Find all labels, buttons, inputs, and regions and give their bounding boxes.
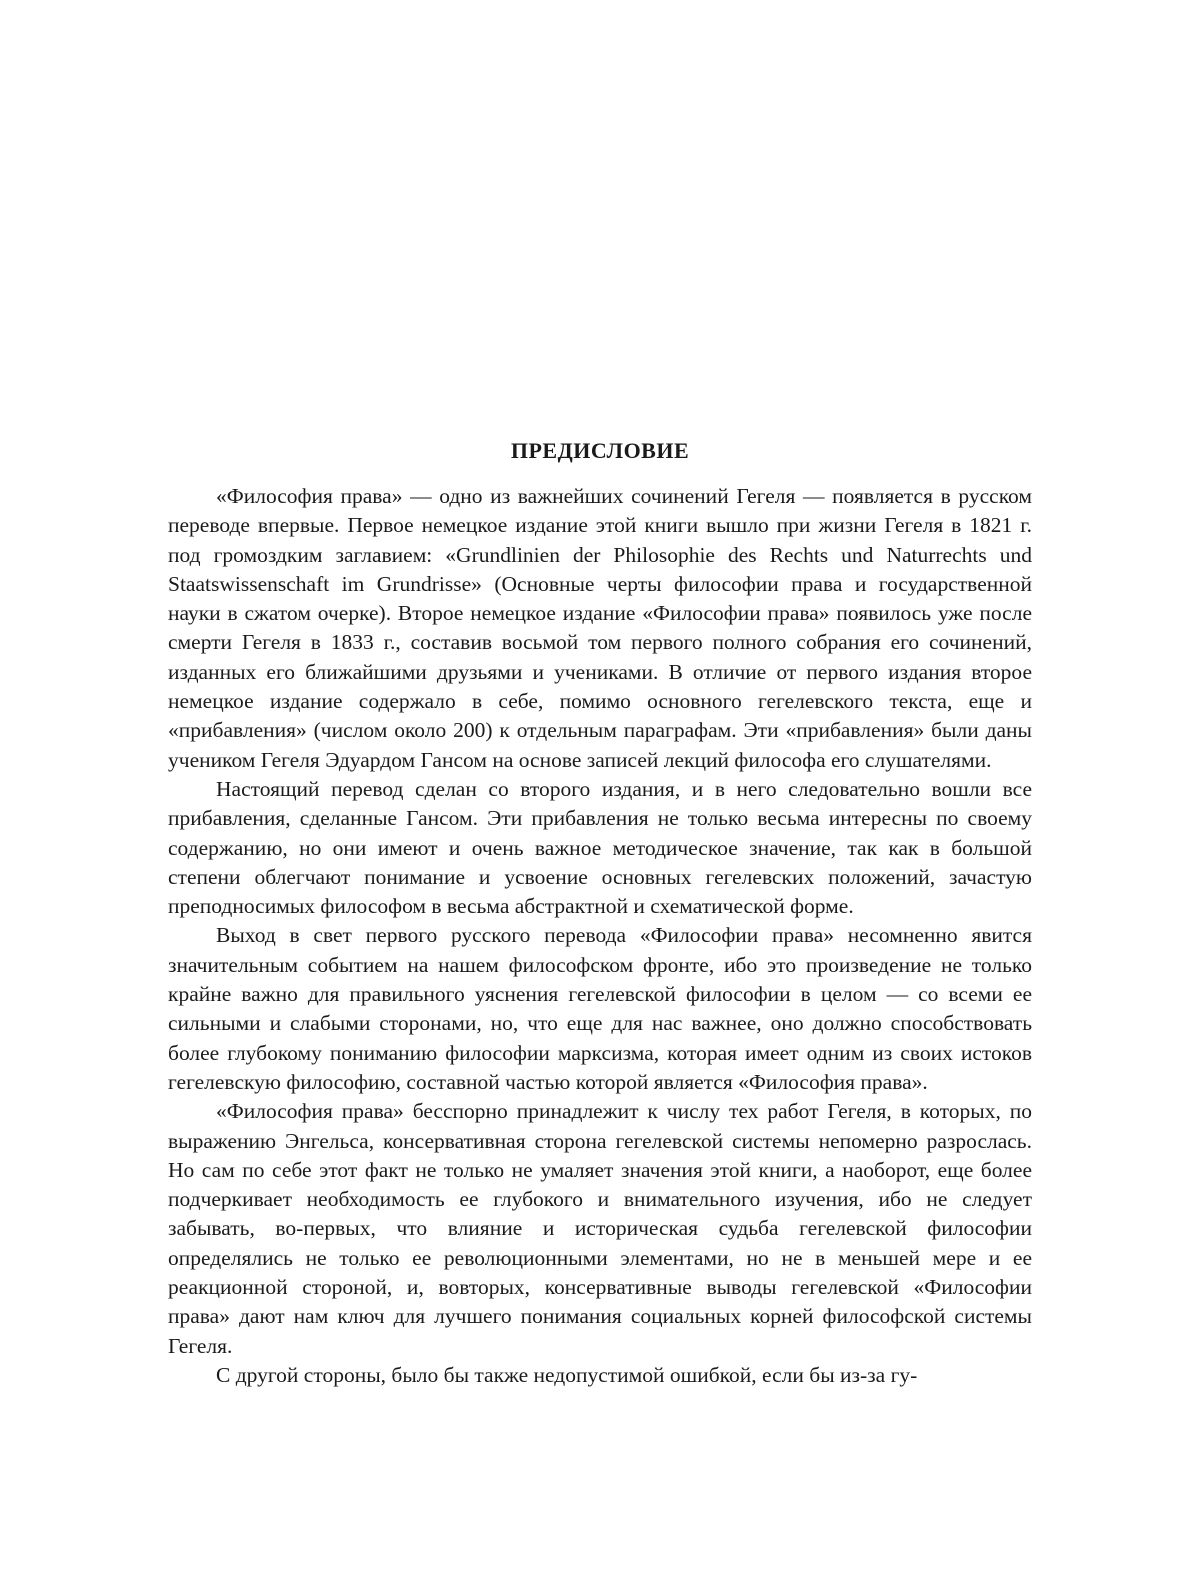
document-page: [168, 436, 1032, 1390]
paragraph-3: Выход в свет первого русского перевода «Философии права» несомненно явится значительным событием на нашем философском фронте, ибо это произведение не только крайне важно для правильного уяснения гегелевской философии в целом — со всеми ее сильными и слабыми сторонами, но, что еще для нас важнее, оно должно способствовать более глубокому пониманию философии марксизма, которая имеет одним из своих истоков гегелевскую философию, составной частью которой является «Философия права».: [168, 923, 1032, 1094]
paragraph-2: Настоящий перевод сделан со второго издания, и в него следовательно вошли все прибавления, сделанные Гансом. Эти прибавления не только весьма интересны по своему содержанию, но они имеют и очень важное методическое значение, так как в большой степени облегчают понимание и усвоение основных гегелевских положений, зачастую преподносимых философом в весьма абстрактной и схематической форме.: [168, 776, 1032, 919]
paragraph-5: С другой стороны, было бы также недопустимой ошибкой, если бы из-за гу-: [216, 1362, 918, 1387]
page-title: ПРЕДИСЛОВИЕ: [510, 438, 690, 463]
paragraph-1: «Философия права» — одно из важнейших сочинений Гегеля — появляется в русском переводе впервые. Первое немецкое издание этой книги вышло при жизни Гегеля в 1821 г. под громоздким заглавием: «Grundlinien der Philosophie des Rechts und Naturrechts und Staatswissenschaft im Grundrisse» (Основные черты философии права и государственной науки в сжатом очерке). Второе немецкое издание «Философии права» появилось уже после смерти Гегеля в 1833 г., составив восьмой том первого полного собрания его сочинений, изданных его ближайшими друзьями и учениками. В отличие от первого издания второе немецкое издание содержало в себе, помимо основного гегелевского текста, еще и «прибавления» (числом около 200) к отдельным параграфам. Эти «прибавления» были даны учеником Гегеля Эдуардом Гансом на основе записей лекций философа его слушателями.: [168, 484, 1032, 772]
paragraph-4: «Философия права» бесспорно принадлежит к числу тех работ Гегеля, в которых, по выражению Энгельса, консервативная сторона гегелевской системы непомерно разрослась. Но сам по себе этот факт не только не умаляет значения этой книги, а наоборот, еще более подчеркивает необходимость ее глубокого и внимательного изучения, ибо не следует забывать, во-первых, что влияние и историческая судьба гегелевской философии определялись не только ее революционными элементами, но не в меньшей мере и ее реакционной стороной, и, вовторых, консервативные выводы гегелевской «Философии права» дают нам ключ для лучшего понимания социальных корней философской системы Гегеля.: [168, 1099, 1032, 1358]
